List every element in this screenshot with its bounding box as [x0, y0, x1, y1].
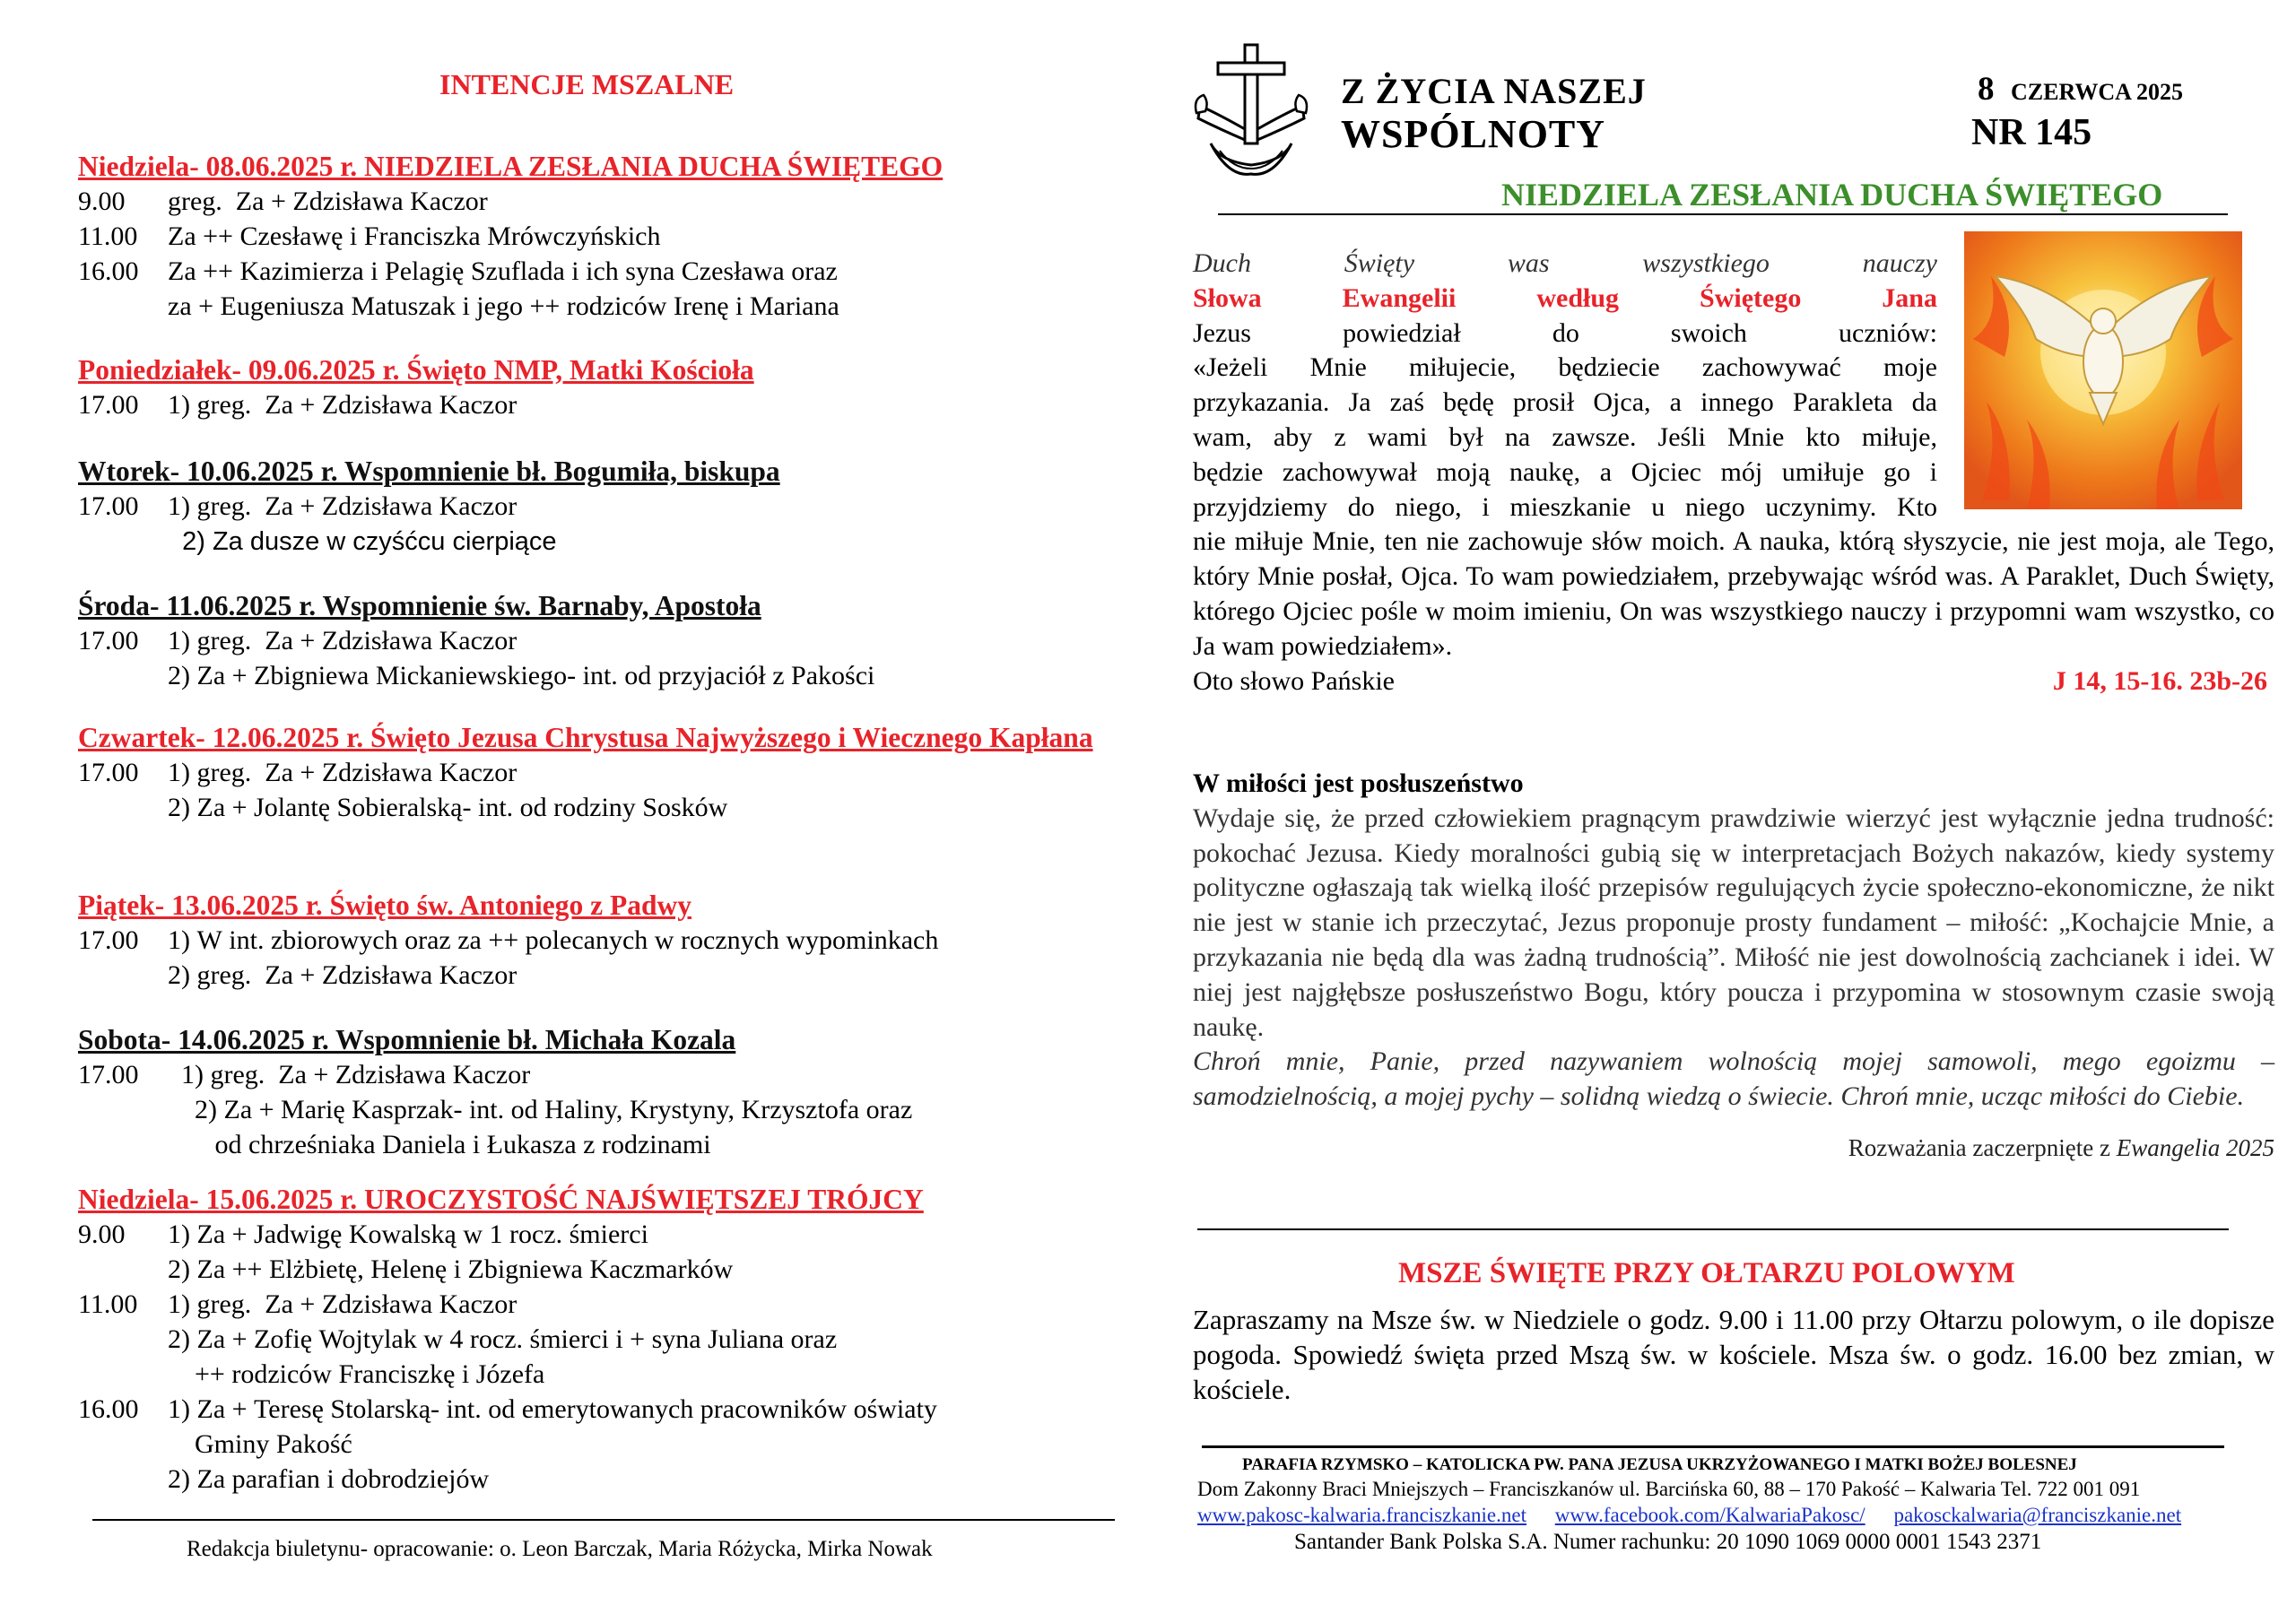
newsletter-page — [1148, 0, 2296, 1623]
mass-intention — [78, 958, 1109, 993]
feast-title: NIEDZIELA ZESŁANIA DUCHA ŚWIĘTEGO — [1501, 177, 2163, 213]
reflection-body: Wydaje się, że przed człowiekiem pragnącym prawdziwie wierzyć jest wyłącznie jedna trudność: pokochać Jezusa. Kiedy moralności gubią się w interpretacjach Bożych nakazów, kiedy systemy polityczne ogłaszają tak wielką ilość przepisów regulujących życie społeczno-ekonomiczne, że nikt nie jest w stanie ich przeczytać, Jezus proponuje prosty fundament – miłość: „Kochajcie Mnie, a przykazania nie będą dla was żadną trudnością”. Miłość nie jest dowolnością zachcianek i idei. W niej jest najgłębsze posłuszeństwo Bogu, który poucza i przypomina w stosownym czasie swoją naukę. — [1193, 803, 2274, 1042]
email-link[interactable]: pakosckalwaria@franciszkanie.net — [1893, 1504, 2182, 1526]
reflection-title: W miłości jest posłuszeństwo — [1193, 768, 1524, 798]
intention-day-heading: Niedziela- 15.06.2025 r. UROCZYSTOŚĆ NAJŚWIĘTSZEJ TRÓJCY — [78, 1184, 924, 1215]
intention-day-heading: Niedziela- 08.06.2025 r. NIEDZIELA ZESŁANIA DUCHA ŚWIĘTEGO — [78, 151, 944, 182]
mass-intention — [78, 1357, 1109, 1392]
reflection-source — [1193, 1131, 2274, 1166]
reflection-source-prefix: Rozważania zaczerpnięte z — [1848, 1133, 2117, 1161]
mass-text: 2) Za dusze w czyśćcu cierpiące — [168, 527, 557, 556]
field-mass-title: MSZE ŚWIĘTE PRZY OŁTARZU POLOWYM — [1398, 1257, 2015, 1289]
mass-time: 11.00 — [78, 221, 138, 251]
intention-day — [78, 888, 1109, 993]
mass-intention — [78, 1427, 1109, 1462]
intention-day — [78, 454, 1109, 560]
reflection-prayer: Chroń mnie, Panie, przed nazywaniem wolnością mojej samowoli, mego egoizmu – samodzielnością, a mojej pychy – solidną wiedzą o świecie. Chroń mnie, ucząc miłości do Ciebie. — [1193, 1046, 2274, 1112]
mass-intention — [78, 1252, 1109, 1287]
field-mass-text: Zapraszamy na Msze św. w Niedziele o godz. 9.00 i 11.00 przy Ołtarzu polowym, o ile dopisze pogoda. Spowiedź święta przed Mszą św. w kościele. Msza św. o godz. 16.00 bez zmian, w kościele. — [1193, 1304, 2274, 1405]
gospel-reading — [1193, 247, 2274, 699]
issue-number: NR 145 — [1971, 112, 2092, 153]
mass-text: 1) Za + Teresę Stolarską- int. od emerytowanych pracowników oświaty — [168, 1394, 937, 1424]
divider — [92, 1519, 1115, 1521]
mass-text: ++ rodziców Franciszkę i Józefa — [168, 1359, 545, 1389]
mass-intention — [78, 1322, 1109, 1357]
mass-time: 17.00 — [78, 390, 139, 420]
mass-intention — [78, 387, 1109, 422]
gospel-closing-line — [1193, 664, 2274, 699]
mass-intention — [78, 755, 1109, 790]
masthead-line-1: Z ŻYCIA NASZEJ — [1341, 71, 1647, 111]
mass-intention — [78, 219, 1109, 254]
mass-intention — [78, 524, 1109, 560]
mass-text: 2) Za + Marię Kasprzak- int. od Haliny, Krystyny, Krzysztofa oraz — [168, 1095, 913, 1124]
mass-intention — [78, 658, 1109, 693]
mass-intention — [78, 1462, 1109, 1497]
mass-text: 1) greg. Za + Zdzisława Kaczor — [168, 1289, 517, 1319]
bank-account: Santander Bank Polska S.A. Numer rachunku: 20 1090 1069 0000 0001 1543 2371 — [1294, 1530, 2042, 1554]
mass-intention — [78, 1217, 1109, 1252]
mass-intention — [78, 623, 1109, 658]
mass-intention — [78, 289, 1109, 324]
intention-day — [78, 588, 1109, 693]
gospel-intro: Duch Święty was wszystkiego nauczy — [1193, 248, 1937, 278]
parish-address: Dom Zakonny Braci Mniejszych – Franciszkanów ul. Barcińska 60, 88 – 170 Pakość – Kalwaria Tel. 722 001 091 — [1197, 1478, 2141, 1500]
gospel-text-narrow — [1193, 317, 2274, 525]
mass-time: 11.00 — [78, 1289, 138, 1319]
intention-day-heading: Piątek- 13.06.2025 r. Święto św. Antoniego z Padwy — [78, 890, 691, 921]
mass-intention — [78, 184, 1109, 219]
mass-intention — [78, 254, 1109, 289]
mass-intention — [78, 1092, 1109, 1127]
intentions-title: INTENCJE MSZALNE — [439, 68, 735, 100]
mass-text: za + Eugeniusza Matuszak i jego ++ rodziców Irenę i Mariana — [168, 291, 839, 321]
mass-text: 2) Za + Zbigniewa Mickaniewskiego- int. od przyjaciół z Pakości — [168, 661, 875, 690]
website-link[interactable]: www.pakosc-kalwaria.franciszkanie.net — [1197, 1504, 1526, 1526]
reflection-source-book: Ewangelia 2025 — [2116, 1133, 2274, 1161]
mass-intention — [78, 1057, 1109, 1092]
gospel-line: będzie zachowywał moją naukę, a Ojciec mój umiłuje go i — [1193, 456, 1937, 487]
parish-name: PARAFIA RZYMSKO – KATOLICKA PW. PANA JEZUSA UKRZYŻOWANEGO I MATKI BOŻEJ BOLESNEJ — [1242, 1455, 2077, 1474]
mass-intention — [78, 923, 1109, 958]
intention-day — [78, 149, 1109, 324]
mass-text: 2) Za ++ Elżbietę, Helenę i Zbigniewa Kaczmarków — [168, 1254, 734, 1284]
issue-month: CZERWCA 2025 — [2011, 79, 2183, 105]
intention-day — [78, 1182, 1109, 1497]
intention-day — [78, 720, 1109, 825]
mass-text: 1) greg. Za + Zdzisława Kaczor — [168, 390, 517, 420]
gospel-line: Jezus powiedział do swoich uczniów: — [1193, 317, 1937, 348]
mass-intention — [78, 790, 1109, 825]
mass-text: 1) W int. zbiorowych oraz za ++ polecanych w rocznych wypominkach — [168, 925, 939, 955]
editorial-credits: Redakcja biuletynu- opracowanie: o. Leon Barczak, Maria Różycka, Mirka Nowak — [187, 1537, 933, 1561]
gospel-reference: J 14, 15-16. 23b-26 — [2052, 665, 2267, 696]
gospel-line: przyjdziemy do niego, i mieszkanie u niego uczynimy. Kto — [1193, 491, 1937, 522]
mass-time: 17.00 — [78, 1060, 139, 1089]
issue-day: 8 — [1978, 71, 1995, 108]
intention-day-heading: Sobota- 14.06.2025 r. Wspomnienie bł. Michała Kozala — [78, 1024, 736, 1055]
intention-day-heading: Poniedziałek- 09.06.2025 r. Święto NMP, Matki Kościoła — [78, 354, 754, 386]
mass-time: 17.00 — [78, 758, 139, 787]
mass-intention — [78, 1287, 1109, 1322]
facebook-link[interactable]: www.facebook.com/KalwariaPakosc/ — [1554, 1504, 1866, 1526]
mass-text: 1) greg. Za + Zdzisława Kaczor — [168, 626, 517, 655]
mass-text: 1) Za + Jadwigę Kowalską w 1 rocz. śmierci — [168, 1219, 648, 1249]
mass-time: 9.00 — [78, 187, 126, 216]
mass-intention — [78, 1127, 1109, 1162]
intention-day-heading: Środa- 11.06.2025 r. Wspomnienie św. Barnaby, Apostoła — [78, 590, 761, 621]
mass-text: 1) greg. Za + Zdzisława Kaczor — [168, 491, 517, 521]
masthead-line-2: WSPÓLNOTY — [1341, 112, 1606, 156]
mass-time: 16.00 — [78, 1394, 139, 1424]
mass-text: 2) greg. Za + Zdzisława Kaczor — [168, 960, 517, 990]
mass-text: Gminy Pakość — [168, 1429, 352, 1459]
intention-day-heading: Czwartek- 12.06.2025 r. Święto Jezusa Chrystusa Najwyższego i Wiecznego Kapłana — [78, 722, 1093, 753]
mass-intention — [78, 489, 1109, 524]
parish-links — [1197, 1504, 2205, 1527]
gospel-closing: Oto słowo Pańskie — [1193, 665, 1395, 696]
divider — [1197, 1228, 2229, 1230]
intention-day — [78, 352, 1109, 422]
intention-day — [78, 1022, 1109, 1162]
mass-text: 2) Za + Zofię Wojtylak w 4 rocz. śmierci i + syna Juliana oraz — [168, 1324, 838, 1354]
divider — [1202, 1445, 2224, 1448]
gospel-line: «Jeżeli Mnie miłujecie, będziecie zachowywać moje — [1193, 352, 1937, 383]
gospel-line: wam, aby z wami był na zawsze. Jeśli Mnie kto miłuje, — [1193, 421, 1937, 452]
reflection — [1193, 767, 2274, 1166]
divider — [1218, 213, 2228, 215]
mass-time: 9.00 — [78, 1219, 126, 1249]
franciscan-cross-logo-icon — [1193, 43, 1309, 179]
mass-text: 2) Za + Jolantę Sobieralską- int. od rodziny Sosków — [168, 793, 728, 822]
mass-text: 1) greg. Za + Zdzisława Kaczor — [168, 758, 517, 787]
mass-text: 1) greg. Za + Zdzisława Kaczor — [168, 1060, 531, 1089]
mass-intention — [78, 1392, 1109, 1427]
mass-text: 2) Za parafian i dobrodziejów — [168, 1464, 490, 1494]
gospel-line: przykazania. Ja zaś będę prosił Ojca, a innego Parakleta da — [1193, 387, 1937, 418]
mass-text: Za ++ Czesławę i Franciszka Mrówczyńskich — [168, 221, 661, 251]
mass-time: 16.00 — [78, 256, 139, 286]
mass-text: greg. Za + Zdzisława Kaczor — [168, 187, 488, 216]
mass-text: Za ++ Kazimierza i Pelagię Szuflada i ich syna Czesława oraz — [168, 256, 838, 286]
mass-time: 17.00 — [78, 626, 139, 655]
intention-day-heading: Wtorek- 10.06.2025 r. Wspomnienie bł. Bogumiła, biskupa — [78, 456, 780, 487]
mass-time: 17.00 — [78, 925, 139, 955]
gospel-source: Słowa Ewangelii według Świętego Jana — [1193, 282, 1937, 313]
mass-text: od chrześniaka Daniela i Łukasza z rodzinami — [168, 1130, 711, 1159]
gospel-text: nie miłuje Mnie, ten nie zachowuje słów moich. A nauka, którą słyszycie, nie jest moja, ale Tego, który Mnie posłał, Ojca. To wam powiedziałem, przebywając wśród was. A Paraklet, Duch Święty, którego Ojciec pośle w moim imieniu, On was wszystkiego nauczy i przypomni wam wszystko, co Ja wam powiedziałem». — [1193, 526, 2274, 661]
mass-time: 17.00 — [78, 491, 139, 521]
